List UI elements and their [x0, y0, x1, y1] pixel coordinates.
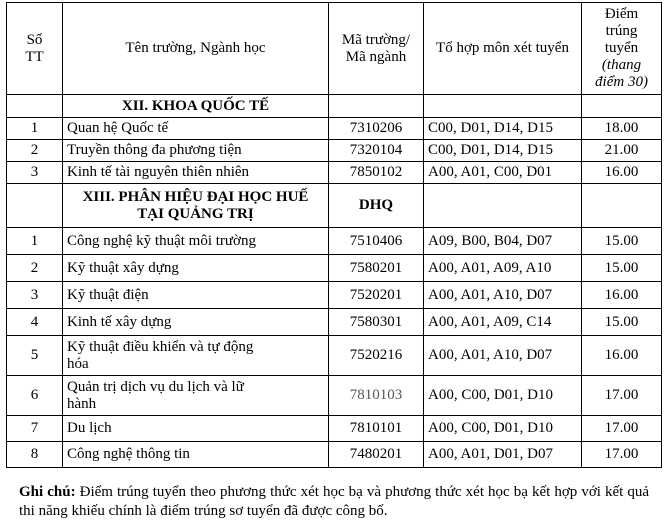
table-row: 6 Quản trị dịch vụ du lịch và lữ hành 7810103 A00, C00, D01, D10 17.00 [7, 376, 662, 416]
section-code: DHQ [329, 184, 424, 228]
table-row: 1 Quan hệ Quốc tế 7310206 C00, D01, D14, D15 18.00 [7, 118, 662, 140]
table-row: 3 Kinh tế tài nguyên thiên nhiên 7850102 A00, A01, C00, D01 16.00 [7, 162, 662, 184]
table-row: 4 Kinh tế xây dựng 7580301 A00, A01, A09, C14 15.00 [7, 309, 662, 336]
footnote-text: Điểm trúng tuyển theo phương thức xét học bạ và phương thức xét học bạ kết hợp với kết quả thi năng khiếu chính là điểm trúng sơ tuyển đã được công bố. [19, 484, 650, 519]
footnote-label: Ghi chú: [19, 484, 76, 500]
header-name: Tên trường, Ngành học [63, 3, 329, 95]
header-score: Điểm trúng tuyển (thang điểm 30) [582, 3, 662, 95]
table-header-row [7, 3, 662, 95]
section-row-phan-hieu-quang-tri [7, 184, 662, 228]
section-title: XIII. PHÂN HIỆU ĐẠI HỌC HUẾ TẠI QUẢNG TRỊ [63, 184, 329, 228]
header-combination: Tổ hợp môn xét tuyển [424, 3, 582, 95]
table-row: 3 Kỹ thuật điện 7520201 A00, A01, A10, D07 16.00 [7, 282, 662, 309]
section-title: XII. KHOA QUỐC TẾ [63, 95, 329, 118]
table-row: 8 Công nghệ thông tin 7480201 A00, A01, D01, D07 17.00 [7, 442, 662, 468]
section-row-khoa-quoc-te [7, 95, 662, 118]
table-row: 5 Kỹ thuật điều khiển và tự động hóa 7520216 A00, A01, A10, D07 16.00 [7, 336, 662, 376]
header-stt: Số TT [7, 3, 63, 95]
table-row: 7 Du lịch 7810101 A00, C00, D01, D10 17.00 [7, 416, 662, 442]
table-row: 2 Kỹ thuật xây dựng 7580201 A00, A01, A09, A10 15.00 [7, 255, 662, 282]
admission-score-table [6, 2, 662, 468]
footnote [19, 483, 649, 521]
table-row: 2 Truyền thông đa phương tiện 7320104 C00, D01, D14, D15 21.00 [7, 140, 662, 162]
table-row: 1 Công nghệ kỹ thuật môi trường 7510406 A09, B00, B04, D07 15.00 [7, 228, 662, 255]
section-code [329, 95, 424, 118]
header-code: Mã trường/ Mã ngành [329, 3, 424, 95]
